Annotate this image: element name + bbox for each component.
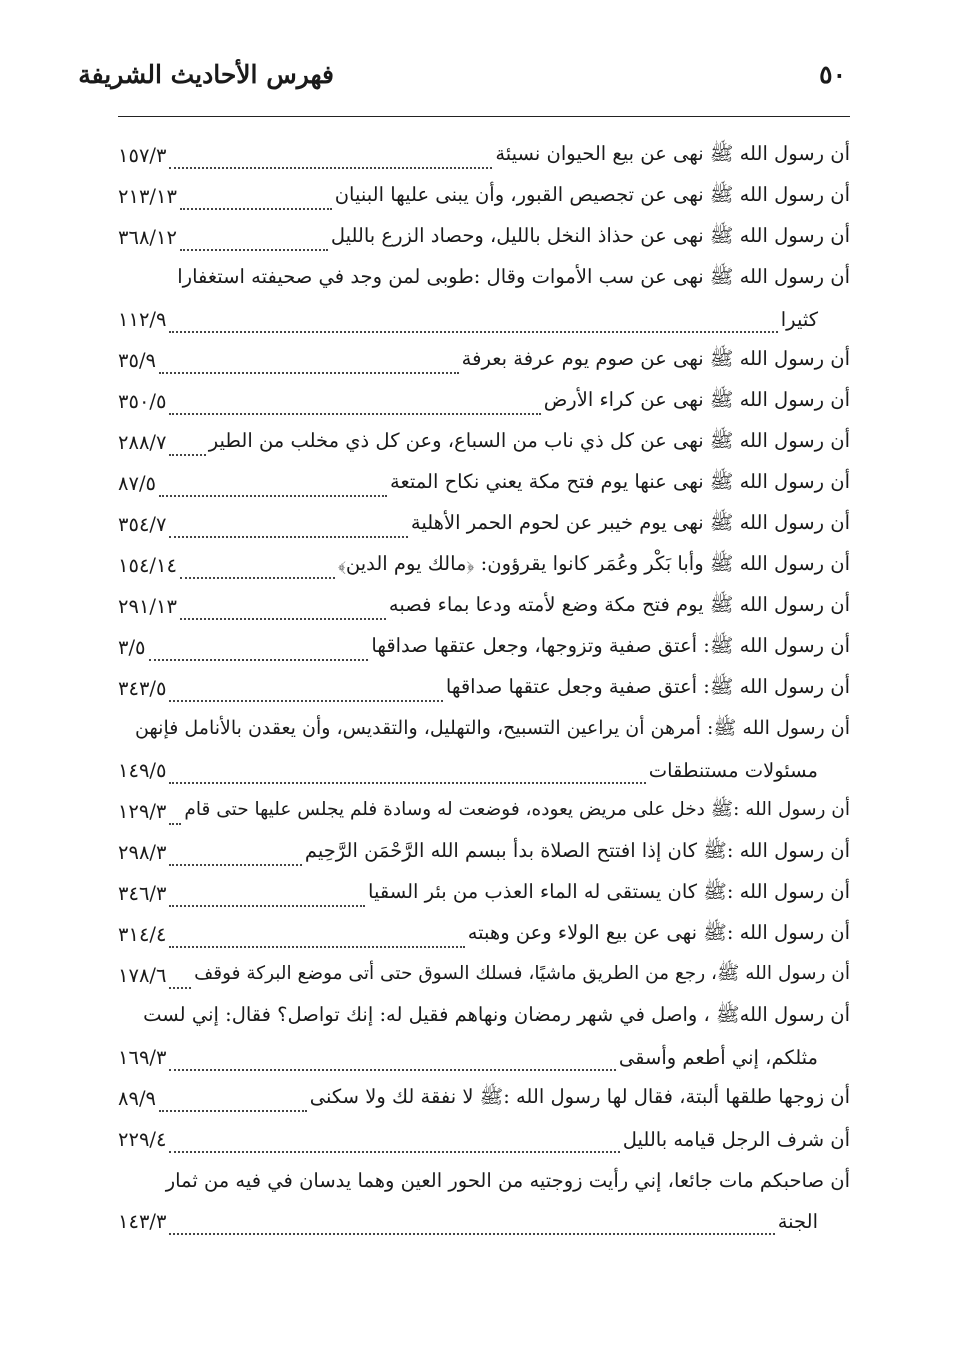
- hadith-text: أن رسول الله :ﷺ دخل على مريض يعوده، فوضعت له وسادة فلم يجلس عليها حتى قام: [184, 798, 850, 820]
- index-entry: [118, 873, 850, 914]
- header-divider: [118, 116, 850, 117]
- entry-line: [118, 1078, 850, 1119]
- volume-page-ref: ٣٦٨/١٢: [118, 226, 177, 249]
- volume-page-ref: ٢٨٨/٧: [118, 431, 167, 454]
- leader-dots: [169, 886, 365, 908]
- index-entry: [118, 668, 850, 709]
- page-number: ٥٠: [819, 60, 846, 89]
- hadith-text: أن رسول الله ﷺ نهى عن كراء الأرض: [543, 387, 850, 411]
- leader-dots: [169, 927, 464, 949]
- entry-line: [118, 832, 850, 873]
- entry-line: [118, 668, 850, 709]
- hadith-text-continuation: الجنة: [777, 1210, 818, 1233]
- leader-dots: [169, 394, 540, 416]
- index-entry: [118, 381, 850, 422]
- entry-continuation-line: [118, 1201, 850, 1242]
- volume-page-ref: ١١٢/٩: [118, 308, 167, 331]
- index-entry: [118, 504, 850, 545]
- volume-page-ref: ١٥٧/٣: [118, 144, 167, 167]
- index-entry: [118, 176, 850, 217]
- volume-page-ref: ٣٥/٩: [118, 349, 156, 372]
- hadith-text: أن زوجها طلقها ألبتة، فقال لها رسول الله :ﷺ لا نفقة لك ولا سكنى: [309, 1084, 850, 1108]
- hadith-text: أن رسول الله :ﷺ كان يستقى له الماء العذب من بئر السقيا: [368, 879, 850, 903]
- index-entry: [118, 1119, 850, 1160]
- index-entry: [118, 1160, 850, 1242]
- volume-page-ref: ٣٤٦/٣: [118, 882, 167, 905]
- entry-line: [118, 586, 850, 627]
- index-entry: [118, 709, 850, 791]
- entry-line: [118, 914, 850, 955]
- index-entry: [118, 955, 850, 996]
- hadith-text: أن رسول الله ﷺ: أعتق صفية وتزوجها، وجعل عتقها صداقها: [371, 633, 850, 657]
- volume-page-ref: ١٥٤/١٤: [118, 554, 177, 577]
- volume-page-ref: ٨٧/٥: [118, 472, 156, 495]
- index-entry: [118, 1078, 850, 1119]
- hadith-text: أن رسول الله ﷺ: أعتق صفية وجعل عتقها صداقها: [445, 674, 850, 698]
- entry-continuation-line: [118, 1037, 850, 1078]
- hadith-text: أن رسول الله ﷺ نهى عن حذاذ النخل بالليل، وحصاد الزرع بالليل: [330, 223, 850, 247]
- hadith-text: أن رسول الله :ﷺ كان إذا افتتح الصلاة بدأ ببسم الله الرَّحْمَن الرَّحِيم: [304, 838, 850, 862]
- leader-dots: [169, 148, 492, 170]
- index-entry: [118, 914, 850, 955]
- index-entry: [118, 627, 850, 668]
- hadith-text: أن رسول الله ﷺ، رجع من الطريق ماشيًا، فسلك السوق حتى أتى موضع البركة فوقف: [194, 962, 850, 984]
- index-entry: [118, 791, 850, 832]
- leader-dots: [169, 681, 442, 703]
- hadith-text: أن رسول الله ﷺ نهى يوم خيبر عن لحوم الحمر الأهلية: [410, 510, 850, 534]
- volume-page-ref: ٣٤٣/٥: [118, 677, 167, 700]
- hadith-text: أن رسول الله ﷺ نهى عن تجصيص القبور، وأن يبنى عليها البنيان: [334, 182, 850, 206]
- volume-page-ref: ٢١٣/١٣: [118, 185, 177, 208]
- leader-dots: [169, 1214, 774, 1236]
- hadith-text-continuation: كثيرا: [780, 308, 818, 331]
- index-entry: [118, 832, 850, 873]
- entry-line: [118, 955, 850, 996]
- volume-page-ref: ١٧٨/٦: [118, 964, 167, 987]
- hadith-text: أن رسول الله ﷺ: أمرهن أن يراعين التسبيح، والتهليل، والتقديس، وأن يعقدن بالأنامل فإنهن: [134, 716, 850, 739]
- index-entry: [118, 586, 850, 627]
- page-title: فهرس الأحاديث الشريفة: [78, 60, 334, 89]
- leader-dots: [159, 1091, 307, 1113]
- hadith-text: أن رسول الله ﷺ نهى عن صوم يوم عرفة بعرفة: [461, 346, 850, 370]
- leader-dots: [149, 640, 369, 662]
- hadith-text: أن رسول الله ﷺ يوم فتح مكة وضع لأمته ودعا بماء فصبه: [388, 592, 850, 616]
- index-entry: [118, 217, 850, 258]
- volume-page-ref: ١٢٩/٣: [118, 800, 167, 823]
- volume-page-ref: ٣٥٤/٧: [118, 513, 167, 536]
- volume-page-ref: ٢٩١/١٣: [118, 595, 177, 618]
- volume-page-ref: ٨٩/٩: [118, 1087, 156, 1110]
- entry-first-line: [118, 996, 850, 1037]
- leader-dots: [169, 517, 407, 539]
- leader-dots: [169, 1050, 615, 1072]
- entry-line: [118, 873, 850, 914]
- index-entry: [118, 996, 850, 1078]
- hadith-text: أن شرف الرجل قيامه بالليل: [622, 1128, 850, 1151]
- entry-line: [118, 381, 850, 422]
- leader-dots: [180, 558, 335, 580]
- hadith-text: أن رسول الله ﷺ نهى عن بيع الحيوان نسيئة: [495, 141, 850, 165]
- leader-dots: [169, 804, 181, 826]
- hadith-text: أن رسول الله ﷺ نهى عن كل ذي ناب من السباع، وعن كل ذي مخلب من الطير: [208, 428, 850, 452]
- entry-line: [118, 135, 850, 176]
- hadith-text-continuation: مثلكم، إني أطعم وأسقى: [618, 1046, 818, 1069]
- hadith-text: أن رسول الله ﷺ نهى عن سب الأموات وقال :طوبى لمن وجد في صحيفته استغفارا: [177, 264, 850, 288]
- hadith-text: أن رسول الله ﷺ نهى عنها يوم فتح مكة يعني نكاح المتعة: [390, 469, 850, 493]
- index-entry: [118, 545, 850, 586]
- leader-dots: [159, 476, 387, 498]
- volume-page-ref: ١٦٩/٣: [118, 1046, 167, 1069]
- entry-continuation-line: [118, 299, 850, 340]
- index-entry: [118, 422, 850, 463]
- leader-dots: [180, 599, 386, 621]
- leader-dots: [169, 1132, 619, 1154]
- index-entry: [118, 135, 850, 176]
- index-entry: [118, 258, 850, 340]
- hadith-text: أن رسول الله :ﷺ نهى عن بيع الولاء وعن وهبته: [467, 920, 850, 944]
- entry-first-line: [118, 1160, 850, 1201]
- leader-dots: [180, 230, 328, 252]
- leader-dots: [169, 435, 205, 457]
- entry-line: [118, 176, 850, 217]
- hadith-text: أن رسول اللهﷺ ، واصل في شهر رمضان ونهاهم فقيل له: إنك تواصل؟ فقال: إني لست: [143, 1002, 850, 1026]
- volume-page-ref: ١٤٩/٥: [118, 759, 167, 782]
- hadith-text-continuation: مسئولات مستنطقات: [648, 759, 818, 782]
- page-header: [78, 56, 850, 108]
- entry-line: [118, 463, 850, 504]
- volume-page-ref: ٣١٤/٤: [118, 923, 167, 946]
- volume-page-ref: ٣٥٠/٥: [118, 390, 167, 413]
- entry-first-line: [118, 709, 850, 750]
- leader-dots: [169, 968, 191, 990]
- entry-line: [118, 627, 850, 668]
- leader-dots: [159, 353, 459, 375]
- leader-dots: [169, 845, 301, 867]
- volume-page-ref: ٣/٥: [118, 636, 146, 659]
- volume-page-ref: ١٤٣/٣: [118, 1210, 167, 1233]
- hadith-text: أن رسول الله ﷺ وأبا بَكْر وعُمَر كانوا يقرؤون: ﴿مالك يوم الدين﴾: [337, 551, 850, 575]
- index-entry: [118, 340, 850, 381]
- volume-page-ref: ٢٢٩/٤: [118, 1128, 167, 1151]
- volume-page-ref: ٢٩٨/٣: [118, 841, 167, 864]
- entry-line: [118, 340, 850, 381]
- hadith-text: أن صاحبكم مات جائعا، إني رأيت زوجتيه من الحور العين وهما يدسان في فيه من ثمار: [165, 1169, 850, 1192]
- entry-line: [118, 504, 850, 545]
- entry-line: [118, 217, 850, 258]
- entry-first-line: [118, 258, 850, 299]
- leader-dots: [180, 189, 332, 211]
- entry-line: [118, 1119, 850, 1160]
- index-entry: [118, 463, 850, 504]
- entry-continuation-line: [118, 750, 850, 791]
- leader-dots: [169, 763, 645, 785]
- entry-line: [118, 422, 850, 463]
- leader-dots: [169, 312, 777, 334]
- hadith-index-list: [118, 135, 850, 1242]
- entry-line: [118, 545, 850, 586]
- entry-line: [118, 791, 850, 832]
